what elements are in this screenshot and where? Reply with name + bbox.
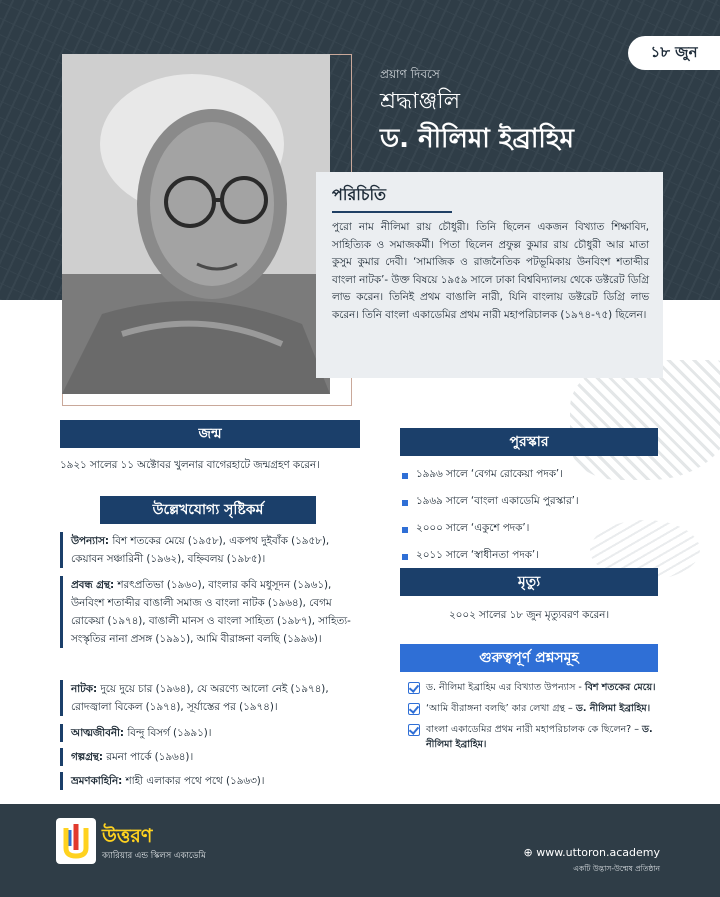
birth-heading: জন্ম [60, 420, 360, 448]
check-icon [408, 703, 420, 715]
bullet-icon [402, 527, 408, 533]
portrait-photo [62, 54, 330, 394]
answer-text: ড. নীলিমা ইব্রাহিম। [575, 703, 651, 714]
work-item [60, 772, 356, 790]
bullet-icon [402, 500, 408, 506]
header-tribute: শ্রদ্ধাঞ্জলি [380, 89, 460, 114]
work-item [60, 532, 356, 568]
work-text: শরৎপ্রতিভা (১৯৬০), বাংলার কবি মধুসূদন (১৯৬১), উনবিংশ শতাব্দীর বাঙালী সমাজ ও বাংলা নাটক (১৯৬৪), বেগম রোকেয়া (১৯৭৪), বাঙালী মানস ও বাংলা সাহিত্য (১৯৮৭), সাহিত্য-সংস্কৃতির নানা প্রসঙ্গ (১৯৯১), আমি বীরাঙ্গনা বলছি (১৯৯৬)। [71, 579, 351, 645]
work-label: প্রবন্ধ গ্রন্থ: [71, 579, 115, 591]
bullet-icon [402, 554, 408, 560]
work-item [60, 724, 356, 742]
intro-underline [332, 211, 452, 213]
work-item [60, 680, 356, 716]
death-heading: মৃত্যু [400, 568, 658, 596]
awards-list [402, 462, 662, 570]
questions-heading: গুরুত্বপূর্ণ প্রশ্নসমূহ [400, 644, 658, 672]
header-kicker: প্রয়াণ দিবসে [380, 67, 440, 81]
work-text: রমনা পার্কে (১৯৬৪)। [103, 751, 194, 763]
death-text: ২০০২ সালের ১৮ জুন মৃত্যুবরণ করেন। [448, 609, 609, 621]
award-text: ২০০০ সালে ‘একুশে পদক’। [416, 522, 530, 534]
question-text: ‘আমি বীরাঙ্গনা বলছি’ কার লেখা গ্রন্থ – [426, 703, 576, 714]
work-text: বিন্দু বিসর্গ (১৯৯১)। [124, 727, 212, 739]
bullet-icon [402, 473, 408, 479]
answer-text: ড. নীলিমা ইব্রাহিম। [426, 724, 653, 750]
intro-box [316, 172, 663, 378]
page-title: ড. নীলিমা ইব্রাহিম [380, 124, 574, 154]
question-text: ড. নীলিমা ইব্রাহিম এর বিখ্যাত উপন্যাস - [426, 682, 585, 693]
works-heading: উল্লেখযোগ্য সৃষ্টিকর্ম [100, 496, 316, 524]
list-item [402, 489, 662, 516]
work-label: উপন্যাস: [71, 535, 110, 547]
award-text: ১৯৯৬ সালে ‘বেগম রোকেয়া পদক’। [416, 468, 563, 480]
website-link[interactable] [523, 846, 660, 859]
website-text: www.uttoron.academy [536, 846, 660, 859]
list-item [402, 543, 662, 570]
work-label: গল্পগ্রন্থ: [71, 751, 104, 763]
work-text: শাহী এলাকার পথে পথে (১৯৬৩)। [122, 775, 265, 787]
list-item [402, 462, 662, 489]
check-icon [408, 724, 420, 736]
birth-text: ১৯২১ সালের ১১ অক্টোবর খুলনার বাগেরহাটে জন্মগ্রহণ করেন। [60, 459, 320, 471]
brand-tagline: ক্যারিয়ার এন্ড স্কিলস একাডেমি [102, 851, 206, 861]
intro-body: পুরো নাম নীলিমা রায় চৌধুরী। তিনি ছিলেন একজন বিখ্যাত শিক্ষাবিদ, সাহিত্যিক ও সমাজকর্মী। পিতা ছিলেন প্রফুল্ল কুমার রায় চৌধুরী আর মাতা কুসুম কুমার দেবী। ‘সামাজিক ও রাজনৈতিক পটভূমিকায় উনবিংশ শতাব্দীর বাংলা নাটক’- উক্ত বিষয়ে ১৯৫৯ সালে ঢাকা বিশ্ববিদ্যালয় থেকে ডক্টরেট ডিগ্রি লাভ করেন। তিনিই প্রথম বাঙালি নারী, যিনি বাংলায় ডক্টরেট ডিগ্রি লাভ করেন। তিনি বাংলা একাডেমির প্রথম নারী মহাপরিচালক (১৯৭৪-৭৫) ছিলেন। [332, 221, 649, 321]
questions-list [408, 680, 660, 758]
award-text: ১৯৬৯ সালে ‘বাংলা একাডেমি পুরস্কার’। [416, 495, 579, 507]
awards-heading: পুরস্কার [400, 428, 658, 456]
list-item [408, 722, 660, 752]
globe-icon: ⊕ [523, 846, 537, 859]
list-item [408, 680, 660, 695]
award-text: ২০১১ সালে ‘স্বাধীনতা পদক’। [416, 549, 539, 561]
intro-heading: পরিচিতি [332, 185, 387, 204]
answer-text: বিশ শতকের মেয়ে। [584, 682, 656, 693]
work-text: বিশ শতকের মেয়ে (১৯৫৮), একপথ দুইবাঁক (১৯৫৮), কেয়াবন সঞ্চারিনী (১৯৬২), বহ্নিবলয় (১৯৮৫)। [71, 535, 330, 565]
work-text: দুয়ে দুয়ে চার (১৯৬৪), যে অরণ্যে আলো নেই (১৯৭৪), রোদজ্বালা বিকেল (১৯৭৪), সূর্যাস্তের পর (১৯৭৪)। [71, 683, 329, 713]
list-item [402, 516, 662, 543]
date-tag: ১৮ জুন [628, 36, 720, 70]
work-label: আত্মজীবনী: [71, 727, 125, 739]
work-item [60, 748, 356, 766]
check-icon [408, 682, 420, 694]
question-text: বাংলা একাডেমির প্রথম নারী মহাপরিচালক কে ছিলেন? – [426, 724, 643, 735]
work-label: ভ্রমণকাহিনি: [71, 775, 123, 787]
list-item [408, 701, 660, 716]
work-item [60, 576, 356, 648]
work-label: নাটক: [71, 683, 98, 695]
logo-icon [56, 818, 96, 864]
footer-subtext: একটি উদ্ভাস-উন্মেষ প্রতিষ্ঠান [573, 864, 660, 873]
brand-name: উত্তরণ [102, 825, 153, 847]
